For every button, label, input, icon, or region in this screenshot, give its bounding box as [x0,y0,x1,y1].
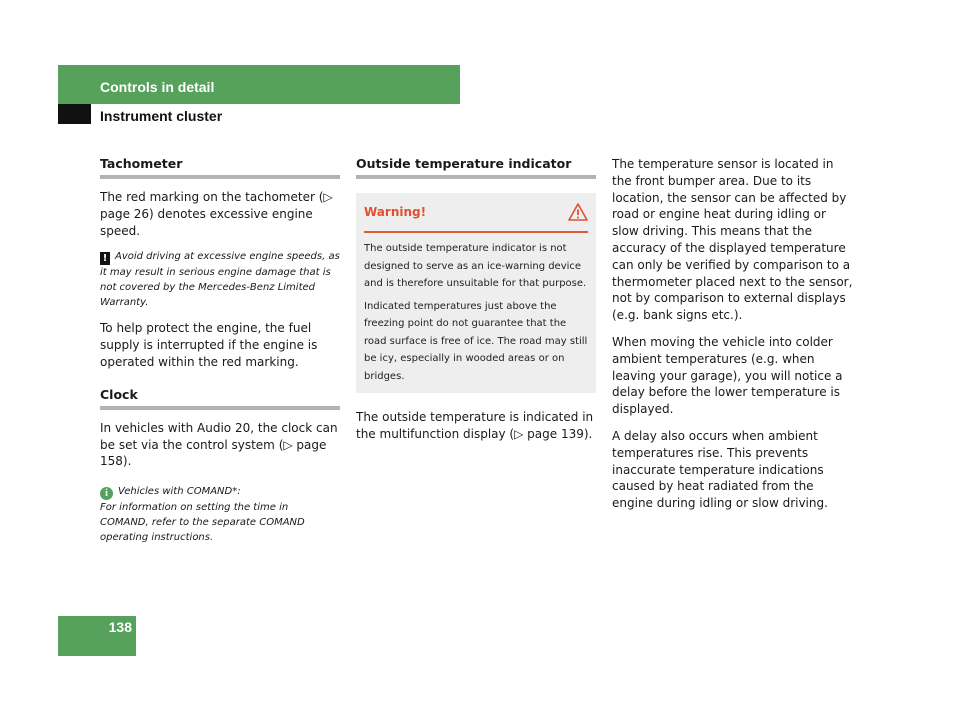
tachometer-heading: Tachometer [100,156,340,179]
warning-text-2: Indicated temperatures just above the freezing point do not guarantee that the road surface is free of ice. The road may still be icy, especially in wooded areas or on bridges. [364,300,588,382]
column-middle [356,156,596,443]
fuel-cutoff-text: To help protect the engine, the fuel supply is interrupted if the engine is operated within the red marking. [100,321,318,369]
warning-title: Warning! [364,205,427,219]
outside-temp-heading: Outside temperature indicator [356,156,596,179]
clock-text: In vehicles with Audio 20, the clock can be set via the control system (▷ page 158). [100,420,338,469]
subsection-title: Instrument cluster [100,108,223,124]
warning-text-1: The outside temperature indicator is not designed to serve as an ice-warning device and is therefore unsuitable for that purpose. [364,243,587,289]
clock-info-title: Vehicles with COMAND*: [118,486,241,498]
outside-temp-text: The outside temperature is indicated in the multifunction display (▷ page 139). [356,410,594,441]
page-number: 138 [108,619,132,635]
clock-heading: Clock [100,387,340,410]
colder-delay-text: When moving the vehicle into colder ambient temperatures (e.g. when leaving your garage), you will notice a delay before the lower temperature is displayed. [612,334,843,417]
warmer-delay-text: A delay also occurs when ambient temperatures rise. This prevents inaccurate temperature indications caused by heat radiated from the engine during idling or slow driving. [612,428,828,511]
warning-box [356,193,596,393]
exclamation-icon: ! [100,252,110,265]
warning-triangle-icon [568,203,588,221]
clock-info-note [100,484,340,545]
warning-header [364,193,588,233]
tachometer-caution-text: Avoid driving at excessive engine speeds, as it may result in serious engine damage that is not covered by the Mercedes-Benz Limited Warranty. [100,251,340,309]
tachometer-text: The red marking on the tachometer (▷ page 26) denotes excessive engine speed. [100,190,333,238]
section-marker [58,104,91,124]
tachometer-caution-note [100,249,340,310]
column-left [100,156,340,545]
column-right [612,156,856,512]
info-icon: i [100,487,113,500]
sensor-location-text: The temperature sensor is located in the front bumper area. Due to its location, the sensor can be affected by road or engine heat during idling or slow driving. This means that the accuracy of the displayed temperature can only be verified by comparison to a thermometer placed next to the sensor, not by comparison to external displays (e.g. bank signs etc.). [612,157,853,323]
section-title: Controls in detail [100,79,215,95]
clock-info-body: For information on setting the time in COMAND, refer to the separate COMAND operating instructions. [100,502,305,544]
